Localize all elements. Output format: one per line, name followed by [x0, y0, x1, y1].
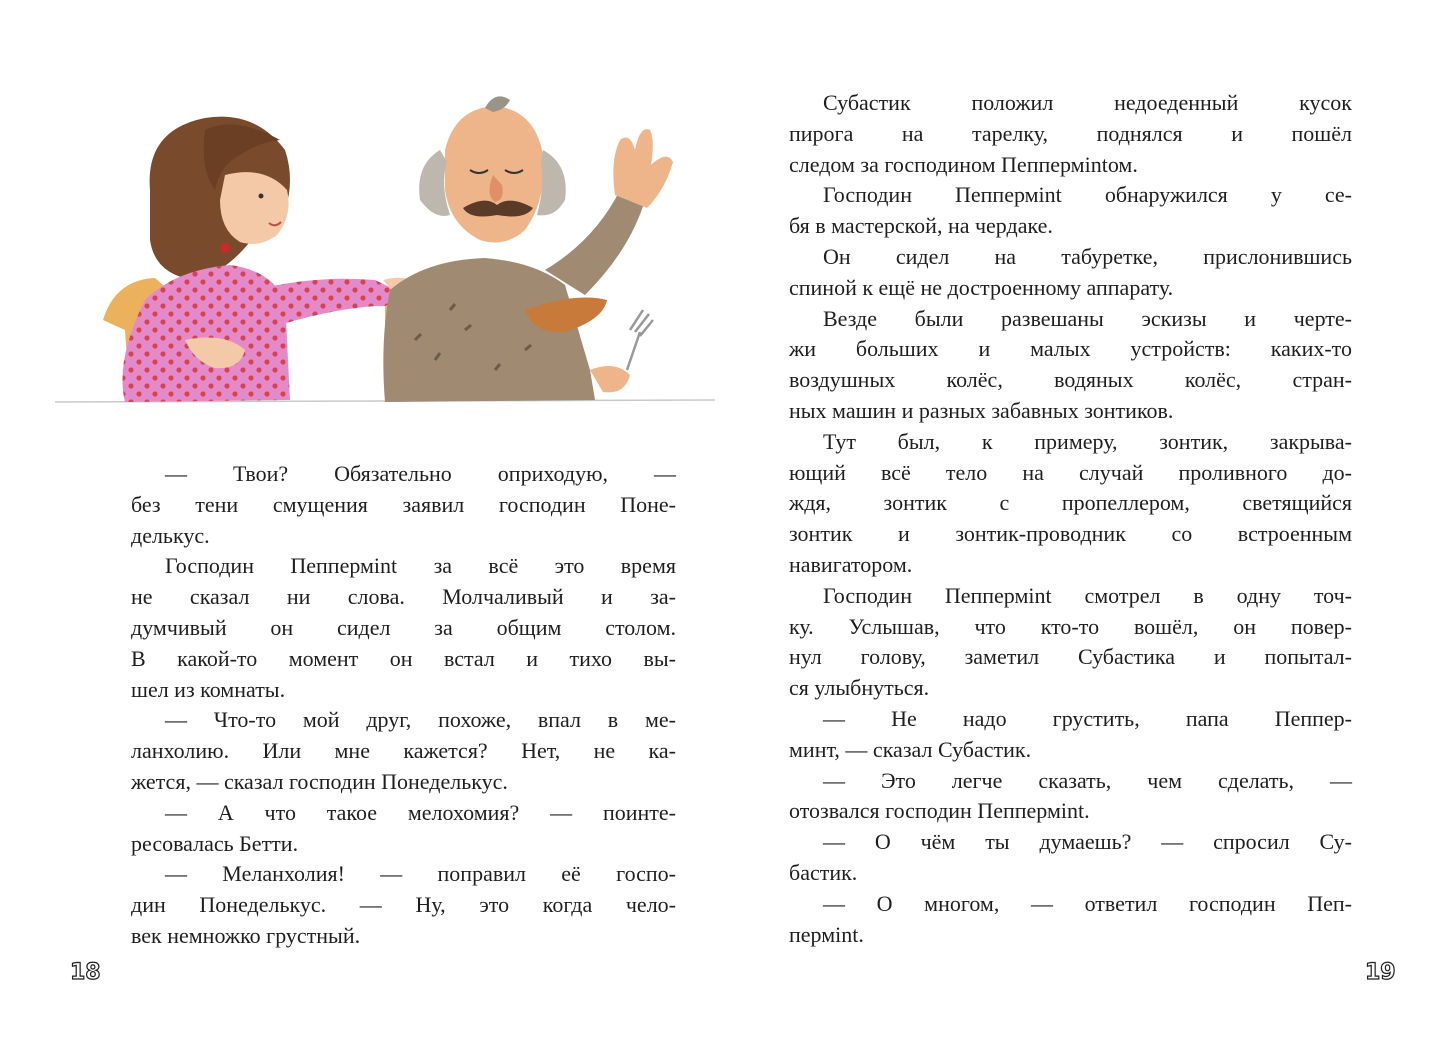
text-line: дин Понеделькус. — Ну, это когда чело- [131, 892, 676, 918]
text-line: бастик. [789, 859, 858, 885]
text-line: Тут был, к примеру, зонтик, закрыва- [823, 428, 1352, 454]
text-line: пирога на тарелку, поднялся и пошёл [789, 120, 1352, 146]
text-line: ждя, зонтик с пропеллером, светящийся [789, 490, 1352, 516]
text-line: — Меланхолия! — поправил её госпо- [165, 861, 676, 887]
text-line: без тени смущения заявил господин Поне- [131, 491, 676, 517]
text-line: ющий всё тело на случай проливного до- [789, 459, 1352, 485]
paragraph [131, 459, 676, 551]
text-line: ных машин и разных забавных зонтиков. [789, 397, 1174, 423]
paragraph [789, 242, 1352, 304]
right-page [722, 0, 1444, 1050]
text-line: воздушных колёс, водяных колёс, стран- [789, 367, 1352, 393]
paragraph [789, 581, 1352, 704]
text-line: спиной к ещё не достроенному аппарату. [789, 274, 1174, 300]
page-number: 19 [1365, 960, 1396, 985]
text-line: — А что такое мелохомия? — поинте- [165, 799, 676, 825]
paragraph [789, 704, 1352, 766]
text-line: век немножко грустный. [131, 922, 361, 948]
paragraph [131, 859, 676, 951]
text-line: Господин Пеппермint обнаружился у се- [823, 182, 1352, 208]
text-line: — Твои? Обязательно оприходую, — [165, 461, 676, 486]
paragraph [131, 551, 676, 705]
text-line: ся улыбнуться. [789, 675, 930, 701]
text-line: думчивый он сидел за общим столом. [131, 614, 676, 640]
left-text-column [131, 459, 676, 952]
text-line: В какой-то момент он встал и тихо вы- [131, 645, 676, 671]
text-line: — Это легче сказать, чем сделать, — [823, 767, 1352, 793]
text-line: ресовалась Бетти. [131, 830, 299, 856]
text-line: ку. Услышав, что кто-то вошёл, он повер- [789, 613, 1352, 639]
text-line: — Что-то мой друг, похоже, впал в ме- [165, 707, 676, 733]
paragraph [789, 766, 1352, 828]
text-line: зонтик и зонтик-проводник со встроенным [789, 521, 1352, 547]
text-line: ланхолию. Или мне кажется? Нет, не ка- [131, 738, 676, 764]
text-line: жется, — сказал господин Понеделькус. [131, 768, 508, 794]
text-line: пермint. [789, 921, 864, 947]
paragraph [131, 705, 676, 797]
paragraph [789, 427, 1352, 581]
text-line: нул голову, заметил Субастика и попытал- [789, 644, 1352, 670]
text-line: отозвался господин Пеппермint. [789, 798, 1090, 824]
paragraph [789, 304, 1352, 427]
text-line: — Не надо грустить, папа Пеппер- [823, 705, 1352, 731]
text-line: Он сидел на табуретке, прислонившись [823, 243, 1352, 269]
paragraph [789, 827, 1352, 889]
text-line: бя в мастерской, на чердаке. [789, 213, 1053, 239]
text-line: навигатором. [789, 551, 913, 577]
right-text-column [789, 88, 1352, 950]
illustration-woman-and-man-at-table [55, 70, 720, 440]
paragraph [131, 798, 676, 860]
text-line: Господин Пеппермint за всё это время [165, 553, 676, 579]
paragraph [789, 88, 1352, 180]
text-line: — О чём ты думаешь? — спросил Су- [823, 829, 1352, 855]
paragraph [789, 180, 1352, 242]
text-line: Господин Пеппермint смотрел в одну точ- [823, 582, 1352, 608]
text-line: Везде были развешаны эскизы и черте- [823, 305, 1352, 331]
left-page [0, 0, 722, 1050]
page-number: 18 [70, 960, 101, 985]
text-line: делькус. [131, 522, 210, 548]
text-line: Субастик положил недоеденный кусок [823, 90, 1352, 115]
text-line: шел из комнаты. [131, 676, 286, 702]
text-line: — О многом, — ответил господин Пеп- [823, 890, 1352, 916]
text-line: жи больших и малых устройств: каких-то [789, 336, 1352, 362]
text-line: не сказал ни слова. Молчаливый и за- [131, 584, 676, 610]
paragraph [789, 889, 1352, 951]
text-line: следом за господином Пеппермintом. [789, 151, 1138, 177]
text-line: минт, — сказал Субастик. [789, 736, 1032, 762]
